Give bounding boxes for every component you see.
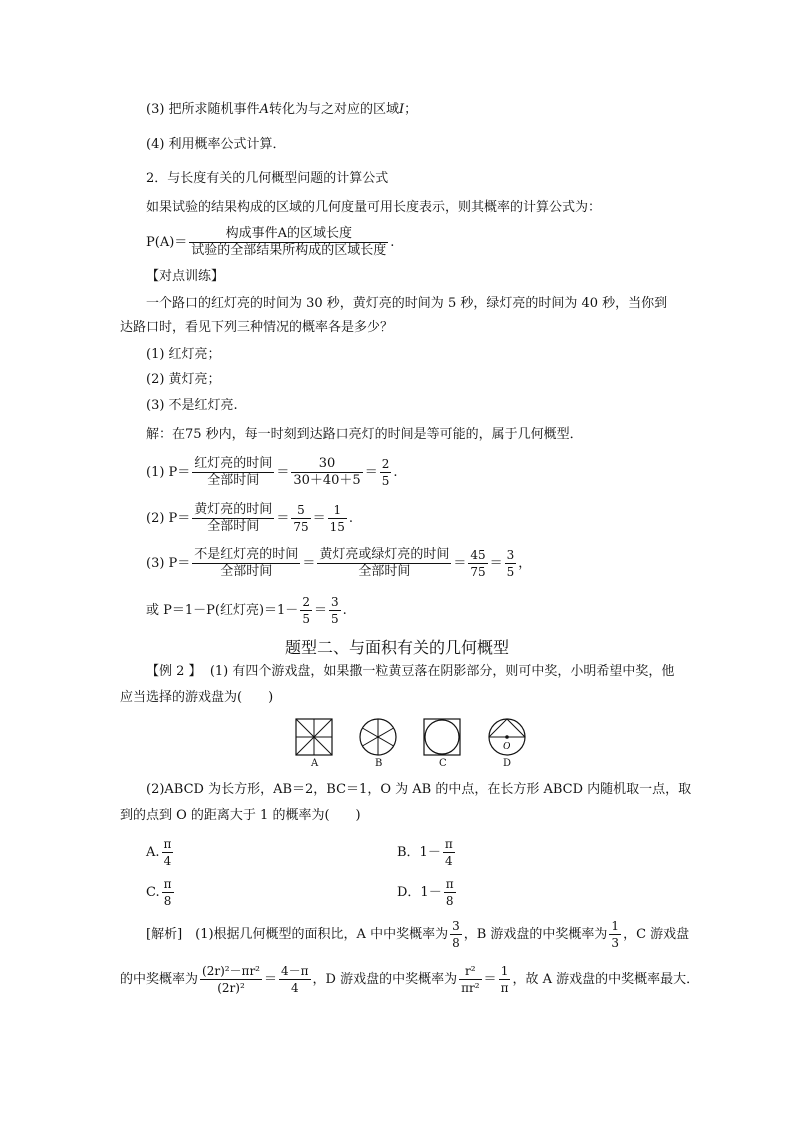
solalt-eq: ＝ xyxy=(313,603,327,618)
practice-item-1: (1) 红灯亮； xyxy=(146,347,221,362)
board-label-d: D xyxy=(503,758,512,769)
analysis-frac-f xyxy=(499,963,511,996)
solalt-num-a: 2 xyxy=(302,595,310,609)
formula-numerator: 构成事件A的区域长度 xyxy=(189,226,388,243)
formula-lhs: P(A)＝ xyxy=(146,235,188,250)
sol3-den-c: 75 xyxy=(470,565,486,579)
analysis-frac-a-den: 8 xyxy=(452,936,460,950)
option-d-den: 8 xyxy=(445,894,454,908)
option-c-den: 8 xyxy=(163,894,172,908)
sol1-den-b: 30＋40＋5 xyxy=(293,473,361,488)
length-formula xyxy=(146,226,394,259)
sol2-frac-a xyxy=(192,502,274,535)
sol3-num-c: 45 xyxy=(470,548,486,562)
board-label-c: C xyxy=(439,758,447,769)
sol3-frac-d xyxy=(505,547,517,580)
analysis-frac-e-den: πr² xyxy=(461,981,480,995)
solution-1 xyxy=(146,456,397,489)
sol3-num-b: 黄灯亮或绿灯亮的时间 xyxy=(319,547,450,562)
sol3-eq3: ＝ xyxy=(489,556,503,571)
analysis-frac-c xyxy=(200,963,262,996)
analysis-text-5: ，D 游戏盘的中奖概率为 xyxy=(312,972,458,987)
step-4: (4) 利用概率公式计算． xyxy=(146,137,286,152)
analysis-frac-d-den: 4 xyxy=(290,981,299,995)
option-b-label: B．1－ xyxy=(397,845,441,860)
sol3-eq2: ＝ xyxy=(453,556,467,571)
option-a-frac xyxy=(162,836,174,869)
sol3-den-a: 全部时间 xyxy=(220,564,273,579)
sol1-eq2: ＝ xyxy=(364,465,378,480)
sol3-frac-b xyxy=(317,547,451,580)
region-var: I xyxy=(398,102,405,117)
analysis-eq: ＝ xyxy=(264,972,278,987)
analysis-frac-c-den: (2r)² xyxy=(217,981,245,995)
practice-tag: 【对点训练】 xyxy=(146,269,225,284)
sol2-pre: (2) P＝ xyxy=(146,511,191,526)
solalt-pre: 或 P＝1－P(红灯亮)＝1－ xyxy=(146,603,299,618)
analysis-frac-e xyxy=(459,963,481,996)
analysis-frac-c-num: (2r)²－πr² xyxy=(202,964,260,978)
sol1-frac-c xyxy=(380,456,392,489)
option-b-frac xyxy=(443,836,455,869)
analysis-frac-b xyxy=(609,918,621,951)
sol1-end: . xyxy=(393,465,398,480)
solalt-num-b: 3 xyxy=(330,595,339,609)
analysis-frac-a-num: 3 xyxy=(452,919,460,933)
analysis-line2 xyxy=(120,963,699,996)
example-2-tag: 【例 2 】 xyxy=(146,664,202,679)
option-d xyxy=(397,876,458,909)
analysis-line1 xyxy=(146,918,689,951)
sol2-eq2: ＝ xyxy=(312,511,326,526)
analysis-frac-f-den: π xyxy=(500,981,509,995)
example-2-q1-line1 xyxy=(146,663,674,681)
solalt-den-a: 5 xyxy=(302,612,310,626)
option-b-num: π xyxy=(444,837,453,851)
game-boards xyxy=(0,716,794,776)
sol2-num-a: 黄灯亮的时间 xyxy=(194,502,273,517)
example-2-q2-line1: (2)ABCD 为长方形，AB＝2，BC＝1，O 为 AB 的中点，在长方形 ABCD 内随机取一点，取 xyxy=(146,782,692,797)
formula-denominator: 试验的全部结果所构成的区域长度 xyxy=(191,243,387,258)
analysis-text-2: ，B 游戏盘的中奖概率为 xyxy=(463,927,608,942)
option-c-num: π xyxy=(163,877,172,891)
option-c-label: C. xyxy=(146,885,160,900)
board-c xyxy=(424,719,460,755)
solution-2 xyxy=(146,502,353,535)
solalt-frac-b xyxy=(329,594,341,627)
analysis-eq-2: ＝ xyxy=(483,972,497,987)
option-d-num: π xyxy=(445,877,454,891)
sol3-frac-c xyxy=(468,547,487,580)
sol1-pre: (1) P＝ xyxy=(146,465,191,480)
option-c xyxy=(146,876,176,909)
analysis-frac-b-num: 1 xyxy=(611,919,620,933)
board-label-b: B xyxy=(375,758,383,769)
sol2-eq: ＝ xyxy=(276,511,290,526)
solalt-end: . xyxy=(342,603,347,618)
sol2-end: . xyxy=(348,511,354,526)
step-3-text: (3) 把所求随机事件 xyxy=(146,102,260,117)
option-d-frac xyxy=(444,876,456,909)
practice-question-line2: 达路口时，看见下列三种情况的概率各是多少？ xyxy=(120,320,394,335)
sol2-frac-b xyxy=(291,502,310,535)
sol3-eq: ＝ xyxy=(302,556,316,571)
option-a-den: 4 xyxy=(163,854,172,868)
section-title: 题型二、与面积有关的几何概型 xyxy=(284,638,509,657)
option-a-label: A. xyxy=(146,845,160,860)
practice-item-2: (2) 黄灯亮； xyxy=(146,372,221,387)
analysis-frac-f-num: 1 xyxy=(499,963,511,980)
sol3-end: ， xyxy=(518,556,532,571)
analysis-text-4: 的中奖概率为 xyxy=(120,972,199,987)
sol3-num-a: 不是红灯亮的时间 xyxy=(194,547,299,562)
sol1-den-c: 5 xyxy=(381,474,390,488)
example-2-q2-line2: 到的点到 O 的距离大于 1 的概率为( ) xyxy=(120,808,361,823)
sol1-eq: ＝ xyxy=(276,465,290,480)
example-2-q1-text: (1) 有四个游戏盘，如果撒一粒黄豆落在阴影部分，则可中奖，小明希望中奖，他 xyxy=(209,664,675,679)
solalt-frac-a xyxy=(300,594,312,627)
step-3-end: ； xyxy=(404,102,418,117)
analysis-text-3: ，C 游戏盘 xyxy=(623,927,690,942)
sol2-den-a: 全部时间 xyxy=(207,519,260,534)
option-a-num: π xyxy=(163,837,172,851)
analysis-frac-b-den: 3 xyxy=(611,936,620,950)
solution-intro: 解：在75 秒内，每一时刻到达路口亮灯的时间是等可能的，属于几何概型． xyxy=(146,427,583,442)
practice-item-3: (3) 不是红灯亮. xyxy=(146,398,238,413)
step-3-mid: 转化为与之对应的区域 xyxy=(268,102,399,117)
sol1-num-c: 2 xyxy=(381,457,390,471)
solution-3 xyxy=(146,547,531,580)
board-d-center-label: O xyxy=(503,741,511,752)
sol1-frac-a xyxy=(192,456,274,489)
solution-alt xyxy=(146,594,347,627)
analysis-text-1: [解析] (1)根据几何概型的面积比，A 中中奖概率为 xyxy=(146,927,449,942)
sol3-frac-a xyxy=(192,547,300,580)
board-label-a: A xyxy=(311,758,319,769)
analysis-frac-d xyxy=(279,963,311,996)
analysis-frac-e-num: r² xyxy=(459,963,481,980)
sol3-den-d: 5 xyxy=(506,565,515,579)
section-2-intro: 如果试验的结果构成的区域的几何度量可用长度表示，则其概率的计算公式为： xyxy=(146,200,602,215)
section-2-heading: 2．与长度有关的几何概型问题的计算公式 xyxy=(146,171,389,186)
option-b-den: 4 xyxy=(444,854,453,868)
analysis-frac-d-num: 4－π xyxy=(281,964,309,978)
option-a xyxy=(146,836,175,869)
sol3-den-b: 全部时间 xyxy=(358,564,411,579)
sol2-num-b: 5 xyxy=(291,502,310,519)
sol3-pre: (3) P＝ xyxy=(146,556,191,571)
solalt-den-b: 5 xyxy=(330,612,339,626)
sol2-den-c: 15 xyxy=(329,520,345,534)
sol2-den-b: 75 xyxy=(293,520,309,534)
sol2-frac-c xyxy=(328,502,347,535)
sol3-num-d: 3 xyxy=(506,548,515,562)
analysis-frac-a xyxy=(450,918,462,951)
board-a xyxy=(296,719,332,755)
event-var: A xyxy=(259,102,269,117)
formula-end: . xyxy=(390,235,395,250)
analysis-text-6: ，故 A 游戏盘的中奖概率最大． xyxy=(512,972,700,987)
board-b xyxy=(360,719,396,755)
option-d-label: D．1－ xyxy=(397,885,442,900)
sol1-num-b: 30 xyxy=(291,456,362,473)
option-b xyxy=(397,836,457,869)
example-2-q1-line2: 应当选择的游戏盘为( ) xyxy=(120,690,274,705)
board-d xyxy=(489,719,525,755)
formula-fraction xyxy=(189,226,388,259)
sol1-frac-b xyxy=(291,456,362,489)
sol1-num-a: 红灯亮的时间 xyxy=(194,456,273,471)
option-c-frac xyxy=(162,876,174,909)
sol1-den-a: 全部时间 xyxy=(207,473,260,488)
sol2-num-c: 1 xyxy=(328,502,347,519)
practice-question-line1: 一个路口的红灯亮的时间为 30 秒，黄灯亮的时间为 5 秒，绿灯亮的时间为 40 秒，当你到 xyxy=(146,296,668,311)
step-3 xyxy=(146,101,417,119)
